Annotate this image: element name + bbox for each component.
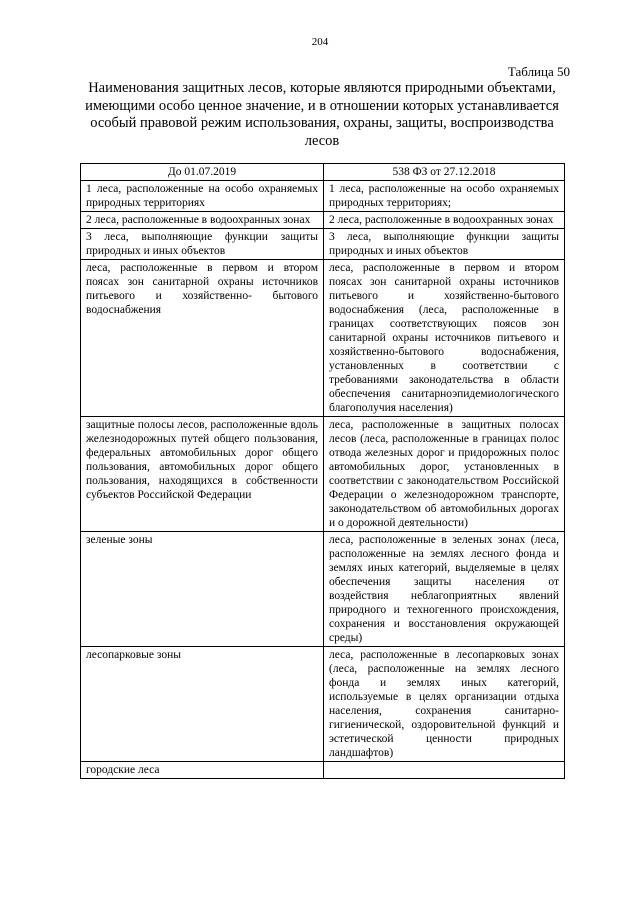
page-number: 204: [311, 36, 329, 48]
column-header-after: 538 ФЗ от 27.12.2018: [324, 164, 565, 181]
table-cell: [324, 762, 565, 779]
table-cell: лесопарковые зоны: [81, 647, 324, 762]
table-label: Таблица 50: [507, 64, 570, 79]
table-row: [81, 260, 565, 417]
table-cell: леса, расположенные в первом и втором поясах зон санитарной охраны источников питьевого и хозяйственно-бытового водоснабжения (леса, расположенные в границах соответствующих поясов зон санитарной охраны источников питьевого и хозяйственно-бытового водоснабжения, установленных в соответствии с требованиями законодательства в области обеспечения санитарноэпидемиологического благополучия населения): [324, 260, 565, 417]
column-header-before: До 01.07.2019: [81, 164, 324, 181]
table-cell: 1 леса, расположенные на особо охраняемых природных территориях: [81, 181, 324, 212]
forest-comparison-table: [80, 163, 565, 779]
table-caption: Наименования защитных лесов, которые являются природными объектами, имеющими особо ценное значение, и в отношении которых устанавливается особый правовой режим использования, охраны, защиты, воспроизводства лесов: [85, 80, 559, 149]
table-cell: 2 леса, расположенные в водоохранных зонах: [324, 212, 565, 229]
table-cell: зеленые зоны: [81, 532, 324, 647]
table-header-row: [81, 164, 565, 181]
table-row: [81, 532, 565, 647]
table-cell: леса, расположенные в первом и втором поясах зон санитарной охраны источников питьевого и хозяйственно- бытового водоснабжения: [81, 260, 324, 417]
table-row: [81, 229, 565, 260]
table-cell: леса, расположенные в лесопарковых зонах (леса, расположенные на землях лесного фонда и землях иных категорий, используемые в целях организации отдыха населения, сохранения санитарно-гигиенической, оздоровительной функций и эстетической ценности природных ландшафтов): [324, 647, 565, 762]
table-row: [81, 212, 565, 229]
table-row: [81, 647, 565, 762]
table-cell: городские леса: [81, 762, 324, 779]
table-row: [81, 417, 565, 532]
table-row: [81, 762, 565, 779]
table-cell: 3 леса, выполняющие функции защиты природных и иных объектов: [324, 229, 565, 260]
table-cell: 2 леса, расположенные в водоохранных зонах: [81, 212, 324, 229]
table-row: [81, 181, 565, 212]
table-cell: леса, расположенные в защитных полосах лесов (леса, расположенные в границах полос отвода железных дорог и придорожных полос автомобильных дорог, установленных в соответствии с законодательством Российской Федерации о железнодорожном транспорте, законодательством об автомобильных дорогах и о дорожной деятельности): [324, 417, 565, 532]
table-cell: леса, расположенные в зеленых зонах (леса, расположенные на землях лесного фонда и землях иных категорий, выделяемые в целях обеспечения защиты населения от воздействия неблагоприятных явлений природного и техногенного происхождения, сохранения и восстановления окружающей среды): [324, 532, 565, 647]
table-cell: 3 леса, выполняющие функции защиты природных и иных объектов: [81, 229, 324, 260]
table-cell: 1 леса, расположенные на особо охраняемых природных территориях;: [324, 181, 565, 212]
table-cell: защитные полосы лесов, расположенные вдоль железнодорожных путей общего пользования, федеральных автомобильных дорог общего пользования, автомобильных дорог общего пользования, находящихся в собственности субъектов Российской Федерации: [81, 417, 324, 532]
